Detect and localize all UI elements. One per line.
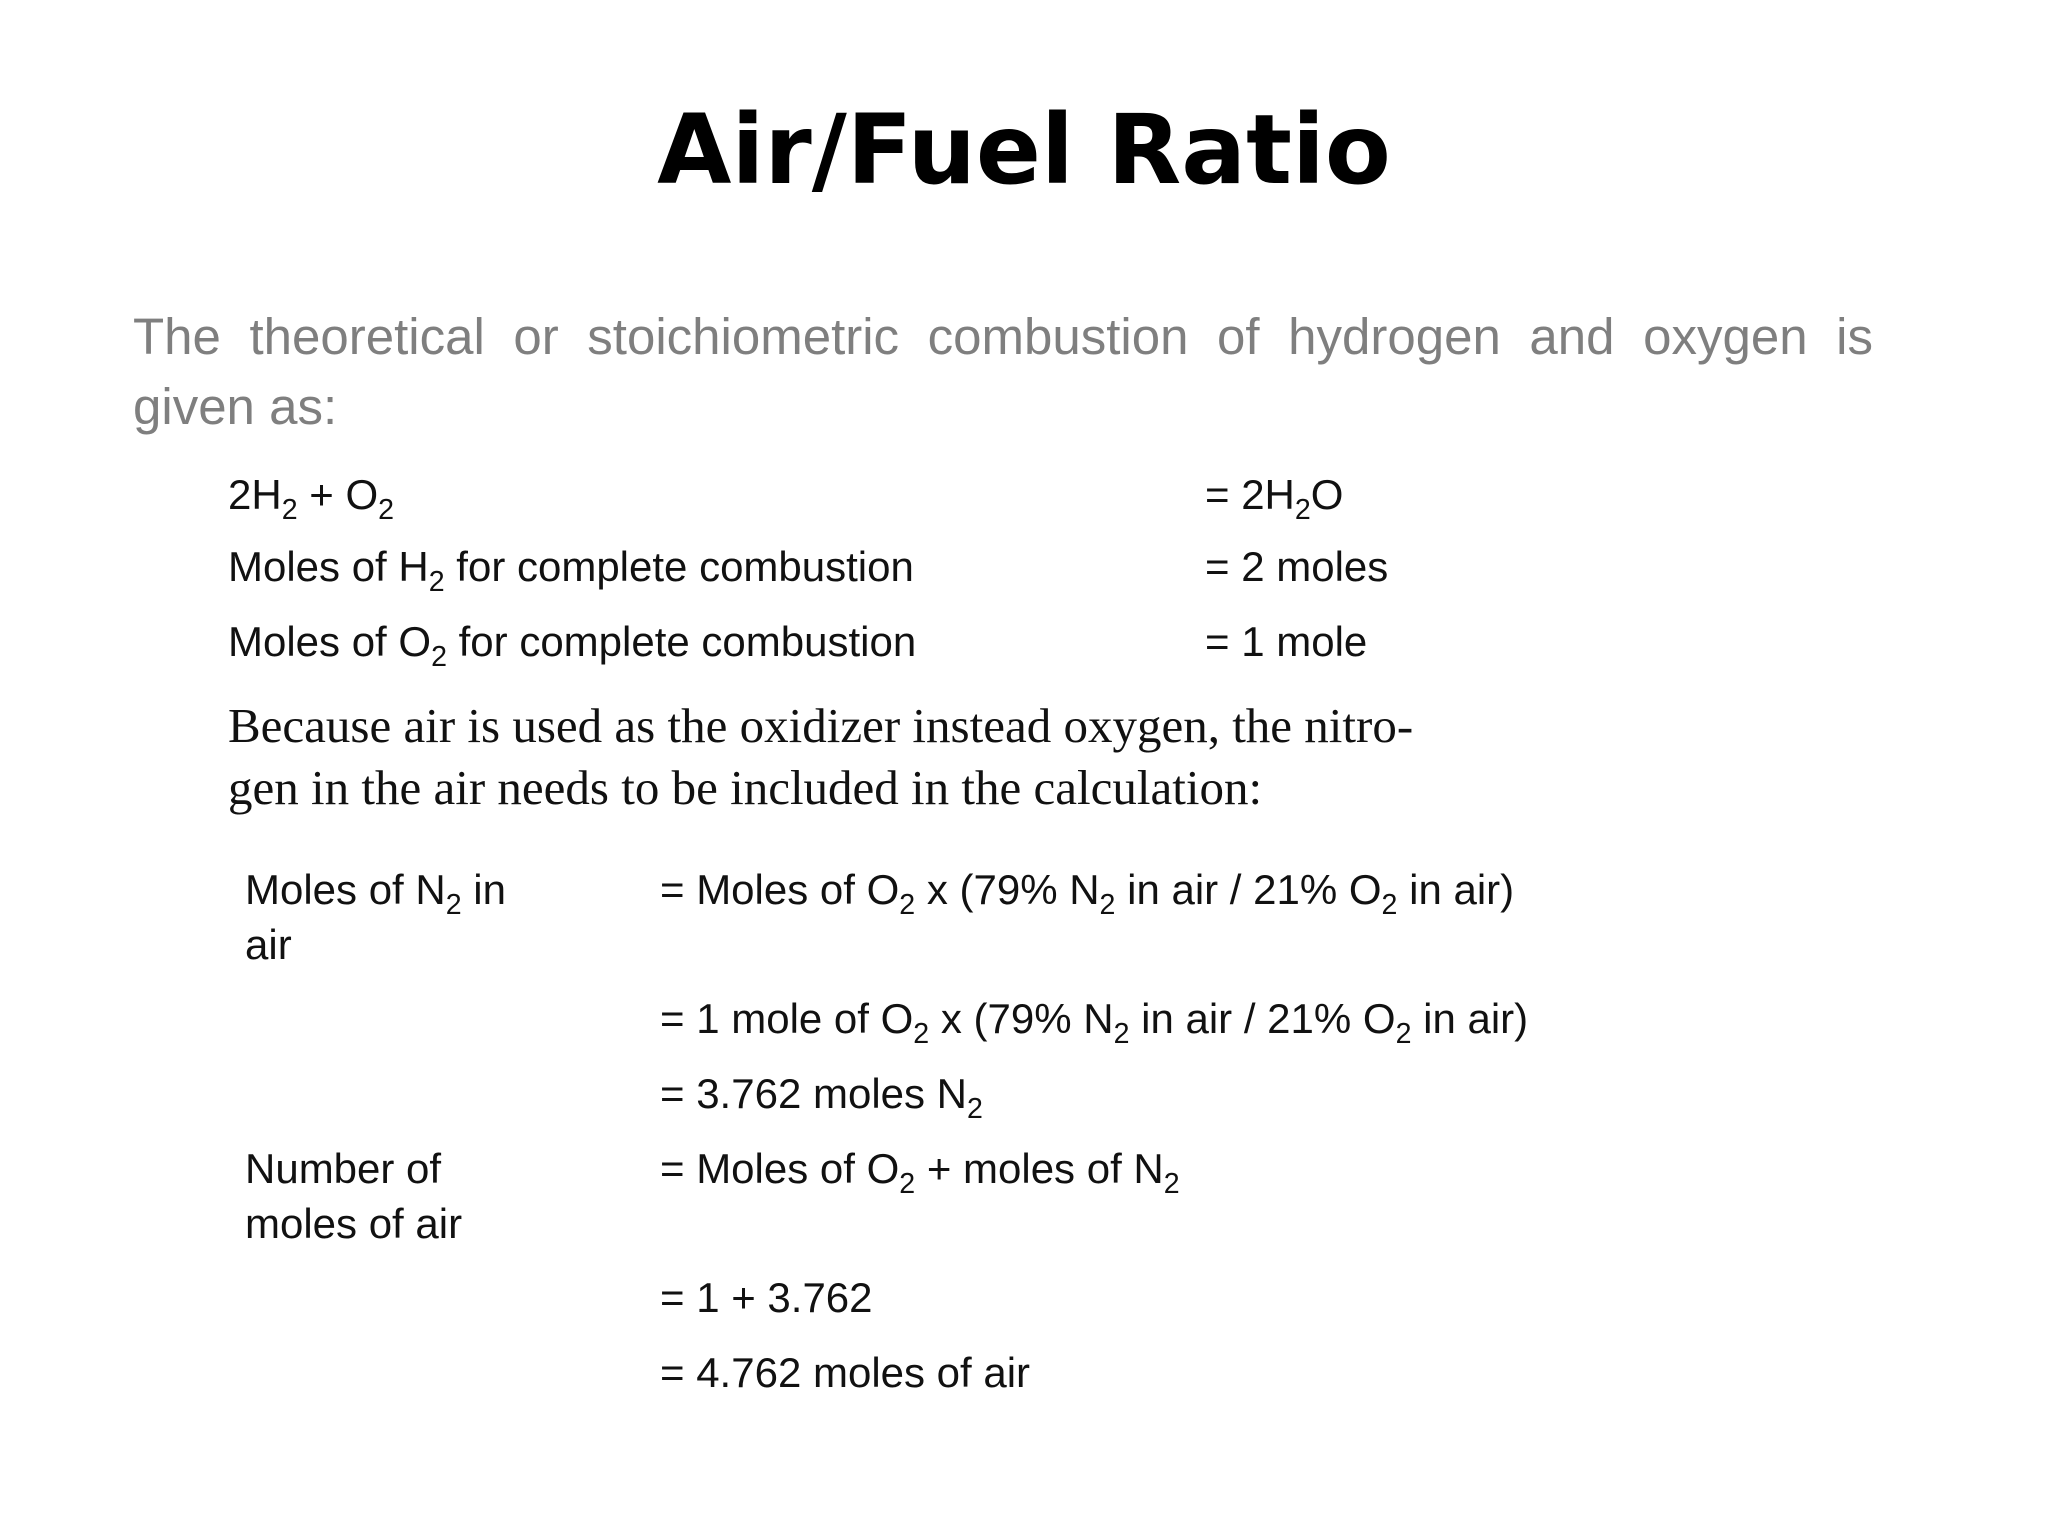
air-label-line-1: Number of bbox=[245, 1145, 442, 1192]
moles-o2-value: = 1 mole bbox=[1205, 618, 1368, 665]
n2-calc-line-3: = 3.762 moles $N_2$ bbox=[660, 1070, 983, 1125]
n2-calc-line-2: = 1 mole of $O_2$ x (79% $N_2$ in air / 21% $O_2$ in air) bbox=[660, 995, 1529, 1050]
n2-calc-line-1: = Moles of $O_2$ x (79% $N_2$ in air / 21% $O_2$ in air) bbox=[660, 866, 1515, 921]
moles-h2-value: = 2 moles bbox=[1205, 543, 1389, 590]
slide-title: Air/Fuel Ratio bbox=[657, 94, 1391, 206]
moles-h2-label: Moles of $H_2$ for complete combustion bbox=[228, 543, 914, 598]
air-calc-line-3: = 4.762 moles of air bbox=[660, 1349, 1031, 1396]
explanation-line-2: gen in the air needs to be included in the calculation: bbox=[228, 760, 1263, 815]
n2-label-line-1: Moles of $N_2$ in bbox=[245, 866, 506, 921]
air-label-line-2: moles of air bbox=[245, 1200, 463, 1247]
air-calc-line-1: = Moles of $O_2$ + moles of $N_2$ bbox=[660, 1145, 1180, 1200]
moles-o2-label: Moles of $O_2$ for complete combustion bbox=[228, 618, 917, 673]
reaction-left: $2H_2 + O_2$ bbox=[228, 471, 395, 526]
explanation-line-1: Because air is used as the oxidizer instead oxygen, the nitro- bbox=[228, 698, 1414, 753]
intro-paragraph: The theoretical or stoichiometric combustion of hydrogen and oxygen is given as: bbox=[133, 308, 1873, 435]
air-calc-line-2: = 1 + 3.762 bbox=[660, 1274, 873, 1321]
reaction-right: = $2H_2O$ bbox=[1205, 471, 1344, 526]
explanation-paragraph bbox=[228, 695, 1768, 819]
n2-label-line-2: air bbox=[245, 921, 292, 968]
